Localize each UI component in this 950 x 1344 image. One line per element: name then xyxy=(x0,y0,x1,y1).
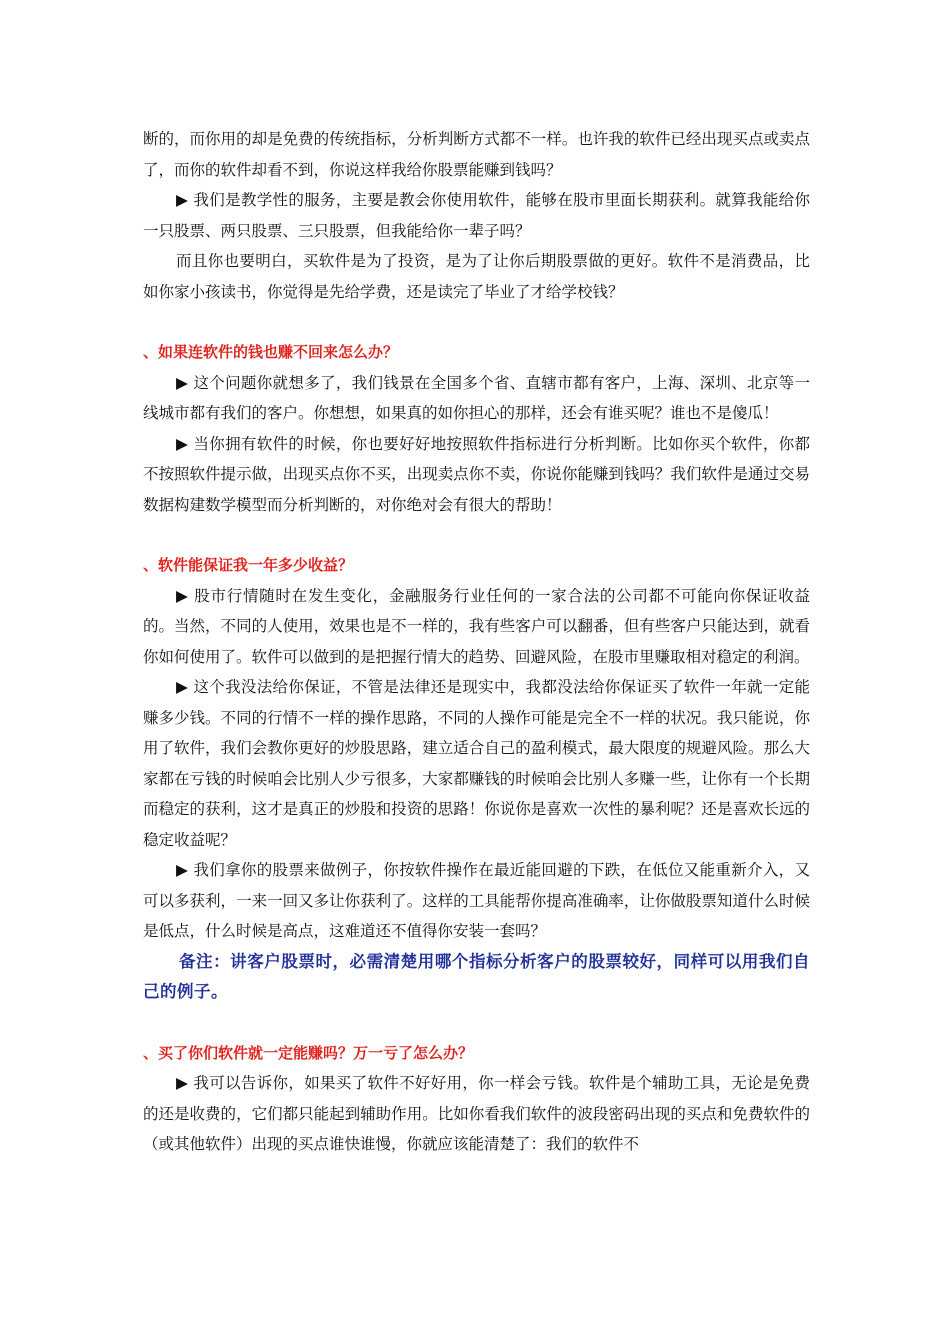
section-heading: 、如果连软件的钱也赚不回来怎么办？ xyxy=(143,343,399,361)
section-heading: 、买了你们软件就一定能赚吗？万一亏了怎么办？ xyxy=(143,1043,474,1062)
section-gap xyxy=(143,520,810,550)
section-heading: 、软件能保证我一年多少收益？ xyxy=(143,556,354,574)
paragraph: ▶ 我们拿你的股票来做例子，你按软件操作在最近能回避的下跌，在低位又能重新介入，又可以多获利，一来一回又多让你获利了。这样的工具能帮你提高准确率，让你做股票知道什么时候是低点，什么时候是高点，这难道还不值得你安装一套吗？ xyxy=(143,861,810,940)
paragraph: 而且你也要明白，买软件是为了投资，是为了让你后期股票做的更好。软件不是消费品，比如你家小孩读书，你觉得是先给学费，还是读完了毕业了才给学校钱？ xyxy=(143,252,810,301)
paragraph: 断的，而你用的却是免费的传统指标，分析判断方式都不一样。也许我的软件已经出现买点或卖点了，而你的软件却看不到，你说这样我给你股票能赚到钱吗？ xyxy=(143,130,810,179)
paragraph: ▶ 这个问题你就想多了，我们钱景在全国多个省、直辖市都有客户，上海、深圳、北京等一线城市都有我们的客户。你想想，如果真的如你担心的那样，还会有谁买呢？谁也不是傻瓜！ xyxy=(143,373,810,422)
section-gap xyxy=(143,1008,810,1038)
paragraph: ▶ 这个我没法给你保证，不管是法律还是现实中，我都没法给你保证买了软件一年就一定能赚多少钱。不同的行情不一样的操作思路，不同的人操作可能是完全不一样的状况。我只能说，你用了软件，我们会教你更好的炒股思路，建立适合自己的盈利模式，最大限度的规避风险。那么大家都在亏钱的时候咱会比别人少亏很多，大家都赚钱的时候咱会比别人多赚一些，让你有一个长期而稳定的获利，这才是真正的炒股和投资的思路！你说你是喜欢一次性的暴利呢？还是喜欢长远的稳定收益呢？ xyxy=(143,678,810,849)
paragraph: ▶ 当你拥有软件的时候，你也要好好地按照软件指标进行分析判断。比如你买个软件，你都不按照软件提示做，出现买点你不买，出现卖点你不卖，你说你能赚到钱吗？我们软件是通过交易数据构建数学模型而分析判断的，对你绝对会有很大的帮助！ xyxy=(143,434,810,514)
paragraph: ▶ 我们是教学性的服务，主要是教会你使用软件，能够在股市里面长期获利。就算我能给你一只股票、两只股票、三只股票，但我能给你一辈子吗？ xyxy=(143,191,810,240)
remark-note: 备注：讲客户股票时，必需清楚用哪个指标分析客户的股票较好，同样可以用我们自己的例子。 xyxy=(143,951,810,1001)
section-gap xyxy=(143,307,810,337)
paragraph: ▶ 我可以告诉你，如果买了软件不好好用，你一样会亏钱。软件是个辅助工具，无论是免费的还是收费的，它们都只能起到辅助作用。比如你看我们软件的波段密码出现的买点和免费软件的（或其他软件）出现的买点谁快谁慢，你就应该能清楚了：我们的软件不 xyxy=(143,1074,810,1153)
paragraph: ▶ 股市行情随时在发生变化，金融服务行业任何的一家合法的公司都不可能向你保证收益的。当然，不同的人使用，效果也是不一样的，我有些客户可以翻番，但有些客户只能达到，就看你如何使用了。软件可以做到的是把握行情大的趋势、回避风险，在股市里赚取相对稳定的利润。 xyxy=(143,586,810,666)
